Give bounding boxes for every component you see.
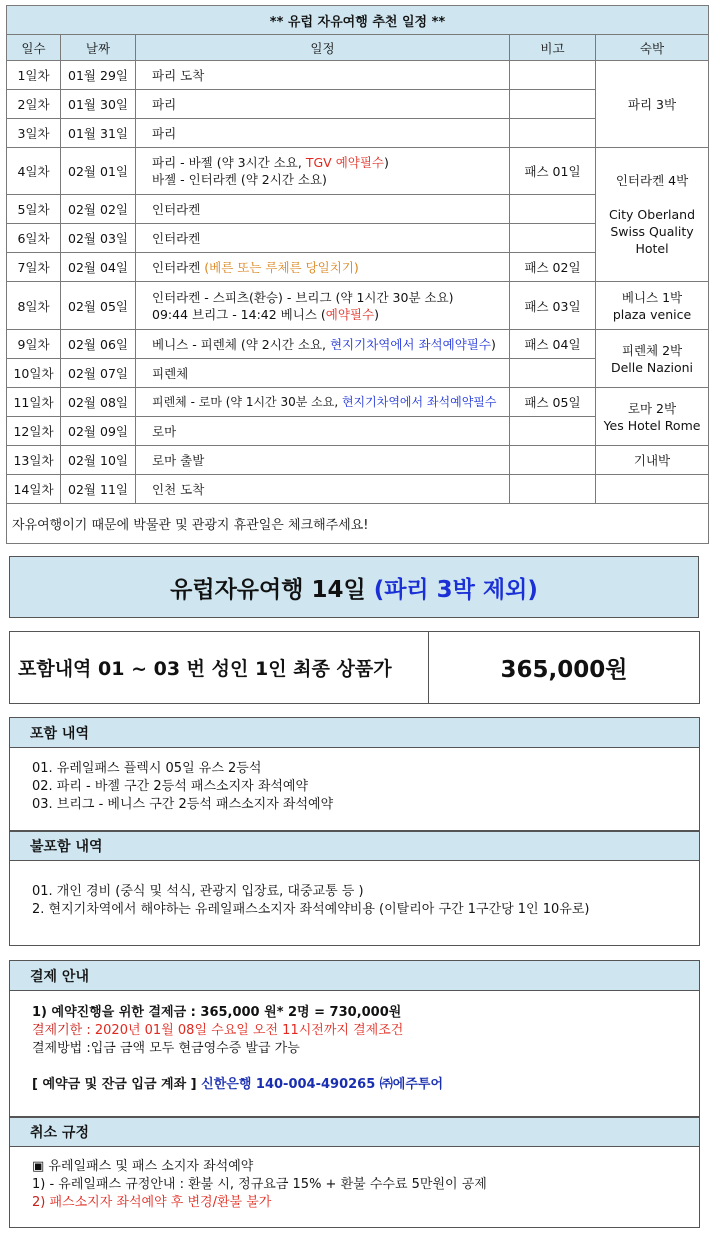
included-title: 포함 내역 <box>10 718 699 748</box>
day-cell: 2일차 <box>7 90 61 119</box>
schedule-text: 파리 - 바젤 (약 3시간 소요, <box>152 155 306 170</box>
payment-method: 결제방법 :입금 금액 모두 현금영수증 발급 가능 <box>32 1041 300 1056</box>
schedule-cell <box>136 253 510 282</box>
note-cell <box>510 224 596 253</box>
table-row <box>7 330 709 359</box>
hotel-name: Hotel <box>635 241 669 256</box>
header-schedule: 일정 <box>136 35 510 61</box>
itinerary-title: ** 유럽 자유여행 추천 일정 ** <box>7 6 709 35</box>
schedule-text-line2: 바젤 - 인터라켄 (약 2시간 소요) <box>152 172 327 187</box>
schedule-cell: 인천 도착 <box>136 475 510 504</box>
day-cell: 14일차 <box>7 475 61 504</box>
excluded-title: 불포함 내역 <box>10 831 699 861</box>
schedule-cell <box>136 330 510 359</box>
cancel-body <box>10 1147 699 1212</box>
schedule-cell: 파리 <box>136 119 510 148</box>
hotel-name: plaza venice <box>612 306 692 322</box>
day-cell: 5일차 <box>7 195 61 224</box>
schedule-text: 인터라켄 - 스피츠(환승) - 브리그 (약 1시간 30분 소요) <box>152 289 454 305</box>
schedule-text: 피렌체 - 로마 (약 1시간 30분 소요, <box>152 394 342 409</box>
date-cell: 02월 04일 <box>61 253 136 282</box>
note-cell <box>510 61 596 90</box>
date-cell: 02월 09일 <box>61 417 136 446</box>
table-row <box>7 282 709 330</box>
payment-deadline <box>32 1022 699 1040</box>
table-header-row <box>7 35 709 61</box>
day-cell: 13일차 <box>7 446 61 475</box>
banner-highlight: (파리 3박 제외) <box>373 576 538 603</box>
stay-cell-rome <box>596 388 709 446</box>
payment-account <box>32 1076 699 1094</box>
date-cell: 01월 30일 <box>61 90 136 119</box>
date-cell: 02월 05일 <box>61 282 136 330</box>
payment-section <box>9 960 700 1117</box>
price-box <box>9 631 700 704</box>
stay-name: 베니스 1박 <box>621 289 683 305</box>
cancel-line-value: 패스소지자 좌석예약 후 변경/환불 불가 <box>49 1195 272 1210</box>
schedule-highlight: TGV 예약필수 <box>305 155 384 170</box>
list-item: 01. 유레일패스 플렉시 05일 유스 2등석 <box>32 761 262 776</box>
account-label: [ 예약금 및 잔금 입금 계좌 ] <box>32 1077 202 1092</box>
list-item: 02. 파리 - 바젤 구간 2등석 패스소지자 좌석예약 <box>32 779 309 794</box>
table-row <box>7 148 709 195</box>
cancel-line-prefix: 2) <box>32 1195 50 1210</box>
schedule-cell <box>136 282 510 330</box>
stay-name: 로마 2박 <box>627 400 677 416</box>
schedule-cell: 파리 <box>136 90 510 119</box>
stay-cell-interlaken <box>596 148 709 282</box>
list-item: 03. 브리그 - 베니스 구간 2등석 패스소지자 좌석예약 <box>32 797 334 812</box>
cancel-line <box>32 1194 699 1212</box>
note-cell <box>510 446 596 475</box>
payment-body <box>10 991 699 1094</box>
schedule-highlight: 현지기차역에서 좌석예약필수 <box>329 336 491 352</box>
day-cell: 10일차 <box>7 359 61 388</box>
schedule-highlight: 예약필수 <box>325 306 375 322</box>
date-cell: 02월 10일 <box>61 446 136 475</box>
schedule-text-end: ) <box>490 336 496 352</box>
hotel-name: Delle Nazioni <box>610 359 693 375</box>
note-cell <box>510 195 596 224</box>
note-cell: 패스 01일 <box>510 148 596 195</box>
payment-amount: 1) 예약진행을 위한 결제금 : 365,000 원* 2명 = 730,000원 <box>32 1005 402 1020</box>
stay-cell-empty <box>596 475 709 504</box>
date-cell: 02월 07일 <box>61 359 136 388</box>
cancel-line: ▣ 유레일패스 및 패스 소지자 좌석예약 <box>32 1159 254 1174</box>
account-value: 신한은행 140-004-490265 ㈜에주투어 <box>201 1077 444 1092</box>
note-cell <box>510 475 596 504</box>
table-row <box>7 446 709 475</box>
product-banner <box>9 556 699 618</box>
date-cell: 02월 01일 <box>61 148 136 195</box>
note-cell: 패스 05일 <box>510 388 596 417</box>
list-item: 01. 개인 경비 (중식 및 석식, 관광지 입장료, 대중교통 등 ) <box>32 884 364 899</box>
included-list <box>10 748 699 814</box>
hotel-name: City Oberland <box>608 207 696 222</box>
date-cell: 02월 02일 <box>61 195 136 224</box>
day-cell: 3일차 <box>7 119 61 148</box>
stay-cell-flight: 기내박 <box>596 446 709 475</box>
note-cell: 패스 03일 <box>510 282 596 330</box>
table-footer-note: 자유여행이기 때문에 박물관 및 관광지 휴관일은 체크해주세요! <box>7 504 709 544</box>
included-section <box>9 717 700 831</box>
stay-cell-florence <box>596 330 709 388</box>
note-cell: 패스 04일 <box>510 330 596 359</box>
stay-name: 인터라켄 4박 <box>615 173 689 188</box>
schedule-highlight: 현지기차역에서 좌석예약필수 <box>341 394 497 409</box>
payment-title: 결제 안내 <box>10 961 699 991</box>
day-cell: 6일차 <box>7 224 61 253</box>
schedule-cell: 피렌체 <box>136 359 510 388</box>
schedule-highlight: (베른 또는 루체른 당일치기) <box>204 259 359 275</box>
schedule-text-end: ) <box>374 306 379 322</box>
cancel-line: 1) - 유레일패스 규정안내 : 환불 시, 정규요금 15% + 환불 수수료 5만원이 공제 <box>32 1177 487 1192</box>
day-cell: 11일차 <box>7 388 61 417</box>
excluded-section <box>9 831 700 946</box>
date-cell: 02월 03일 <box>61 224 136 253</box>
excluded-list <box>10 861 699 919</box>
date-cell: 02월 06일 <box>61 330 136 359</box>
header-day: 일수 <box>7 35 61 61</box>
schedule-text-line2: 09:44 브리그 - 14:42 베니스 ( <box>152 306 326 322</box>
cancel-title: 취소 규정 <box>10 1117 699 1147</box>
header-stay: 숙박 <box>596 35 709 61</box>
schedule-text: 베니스 - 피렌체 (약 2시간 소요, <box>152 336 330 352</box>
itinerary-table <box>6 5 709 544</box>
schedule-cell: 로마 <box>136 417 510 446</box>
price-value: 365,000원 <box>500 657 628 683</box>
schedule-text-end: ) <box>384 155 389 170</box>
stay-name: 피렌체 2박 <box>621 342 683 358</box>
table-row <box>7 388 709 417</box>
date-cell: 01월 29일 <box>61 61 136 90</box>
schedule-cell: 인터라켄 <box>136 224 510 253</box>
hotel-name: Yes Hotel Rome <box>603 417 701 433</box>
stay-cell-venice <box>596 282 709 330</box>
day-cell: 7일차 <box>7 253 61 282</box>
banner-title: 유럽자유여행 14일 <box>170 576 366 603</box>
cancel-section <box>9 1117 700 1228</box>
schedule-text: 인터라켄 <box>152 259 205 275</box>
list-item: 2. 현지기차역에서 해야하는 유레일패스소지자 좌석예약비용 (이탈리아 구간 1구간당 1인 10유로) <box>32 902 590 917</box>
note-cell <box>510 90 596 119</box>
note-cell <box>510 359 596 388</box>
payment-deadline-value: 2020년 01월 08일 수요일 오전 11시전까지 결제조건 <box>94 1023 404 1038</box>
day-cell: 12일차 <box>7 417 61 446</box>
schedule-cell: 파리 도착 <box>136 61 510 90</box>
day-cell: 8일차 <box>7 282 61 330</box>
schedule-cell <box>136 388 510 417</box>
note-cell <box>510 119 596 148</box>
note-cell: 패스 02일 <box>510 253 596 282</box>
stay-cell-paris: 파리 3박 <box>596 61 709 148</box>
note-cell <box>510 417 596 446</box>
price-label: 포함내역 01 ~ 03 번 성인 1인 최종 상품가 <box>10 632 429 703</box>
date-cell: 01월 31일 <box>61 119 136 148</box>
schedule-cell: 로마 출발 <box>136 446 510 475</box>
table-row <box>7 61 709 90</box>
table-row <box>7 475 709 504</box>
day-cell: 9일차 <box>7 330 61 359</box>
schedule-cell: 인터라켄 <box>136 195 510 224</box>
day-cell: 4일차 <box>7 148 61 195</box>
header-date: 날짜 <box>61 35 136 61</box>
date-cell: 02월 11일 <box>61 475 136 504</box>
header-note: 비고 <box>510 35 596 61</box>
hotel-name: Swiss Quality <box>610 224 694 239</box>
date-cell: 02월 08일 <box>61 388 136 417</box>
day-cell: 1일차 <box>7 61 61 90</box>
payment-deadline-label: 결제기한 : <box>32 1023 95 1038</box>
schedule-cell <box>136 148 510 195</box>
